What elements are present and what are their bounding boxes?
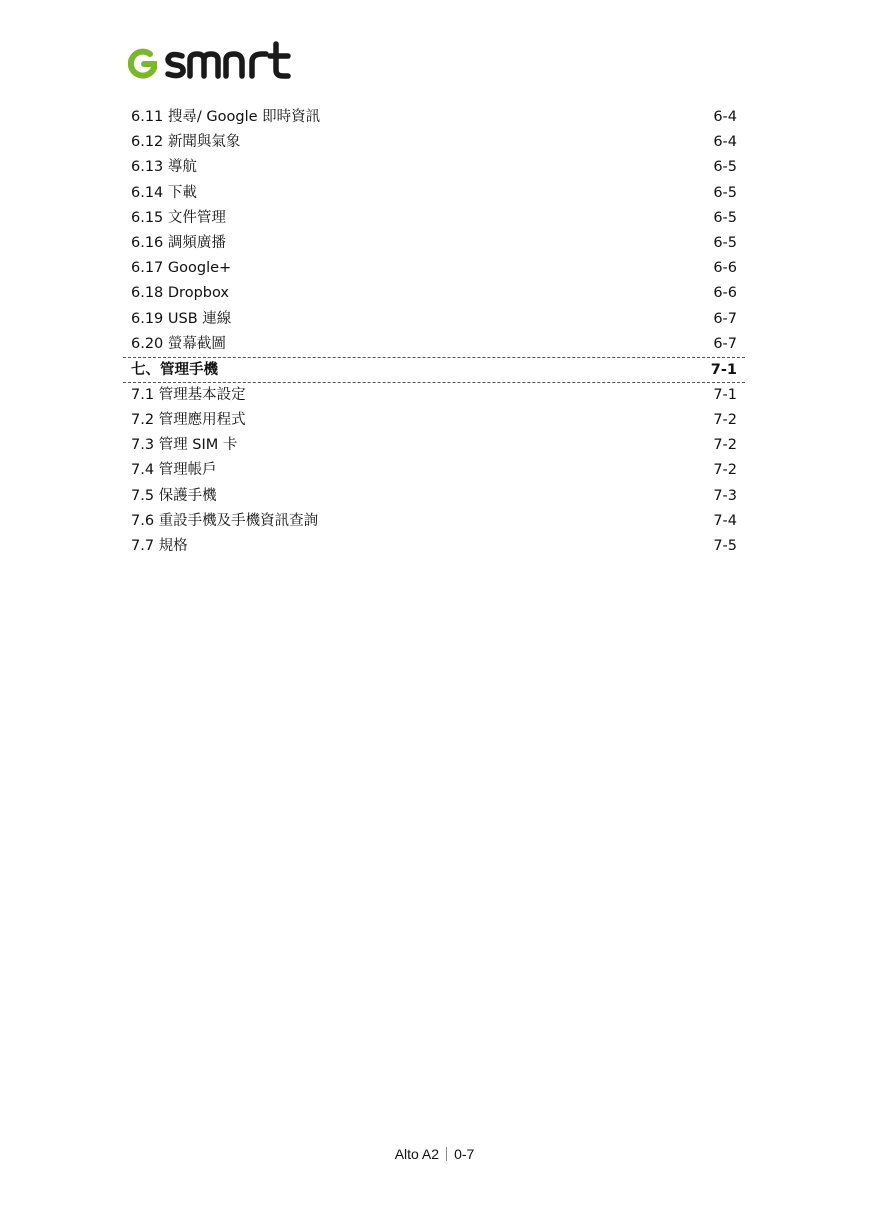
toc-entry-title: 6.17 Google+ xyxy=(131,260,232,277)
toc-entry-title: 6.16 調頻廣播 xyxy=(131,234,226,251)
toc-entry-title: 7.5 保護手機 xyxy=(131,487,217,504)
toc-entry-title: 6.14 下載 xyxy=(131,184,197,201)
toc-entry-page: 6-4 xyxy=(713,109,737,125)
toc-entry[interactable] xyxy=(123,181,745,206)
toc-entry-title: 7.2 管理應用程式 xyxy=(131,412,246,429)
toc-entry-page: 6-7 xyxy=(713,335,737,352)
toc-entry-page: 6-7 xyxy=(713,310,737,327)
toc-entry[interactable] xyxy=(123,281,745,306)
toc-entry[interactable] xyxy=(123,408,745,433)
toc-chapter-title: 七、管理手機 xyxy=(131,361,218,378)
page-footer xyxy=(0,1146,869,1162)
toc-entry[interactable] xyxy=(123,155,745,180)
toc-entry-page: 7-1 xyxy=(713,386,737,403)
toc-chapter-page: 7-1 xyxy=(710,361,737,378)
footer-divider xyxy=(446,1147,447,1161)
toc-entry-page: 6-5 xyxy=(713,184,737,201)
toc-entry-page: 7-3 xyxy=(713,487,737,504)
toc-entry-page: 7-4 xyxy=(713,512,737,529)
toc-entry[interactable] xyxy=(123,256,745,281)
toc-entry-page: 6-4 xyxy=(713,134,737,151)
toc-entry-page: 7-2 xyxy=(713,462,737,479)
toc-entry-title: 6.15 文件管理 xyxy=(131,209,226,226)
toc-entry[interactable] xyxy=(123,484,745,509)
toc-entry-title: 6.19 USB 連線 xyxy=(131,310,232,327)
toc-entry-title: 6.18 Dropbox xyxy=(131,285,229,302)
toc-entry-title: 7.3 管理 SIM 卡 xyxy=(131,437,238,454)
toc-entry[interactable] xyxy=(123,458,745,483)
footer-page-number: 0-7 xyxy=(454,1146,475,1162)
toc-entry-title: 7.6 重設手機及手機資訊查詢 xyxy=(131,512,319,529)
toc-entry[interactable] xyxy=(123,509,745,534)
footer-model: Alto A2 xyxy=(394,1146,440,1162)
toc-entry-page: 6-5 xyxy=(713,209,737,226)
toc-entry[interactable] xyxy=(123,433,745,458)
toc-entry-title: 6.13 導航 xyxy=(131,159,197,176)
toc-entry[interactable] xyxy=(123,105,745,130)
toc-entry-title: 6.20 螢幕截圖 xyxy=(131,335,226,352)
toc-entry-page: 7-2 xyxy=(713,437,737,454)
toc-chapter-heading[interactable] xyxy=(123,357,745,383)
toc-entry-page: 7-2 xyxy=(713,412,737,429)
toc-entry[interactable] xyxy=(123,231,745,256)
toc-entry-page: 7-5 xyxy=(713,538,737,554)
toc-entry-title: 6.11 搜尋/ Google 即時資訊 xyxy=(131,109,321,125)
toc-entry-page: 6-6 xyxy=(713,285,737,302)
toc-entry[interactable] xyxy=(123,206,745,231)
gsmart-logo xyxy=(128,40,298,82)
toc-entry-page: 6-5 xyxy=(713,159,737,176)
toc-entry[interactable] xyxy=(123,332,745,357)
toc-entry[interactable] xyxy=(123,534,745,559)
table-of-contents xyxy=(123,105,745,559)
toc-entry[interactable] xyxy=(123,307,745,332)
toc-entry-title: 6.12 新聞與氣象 xyxy=(131,134,241,151)
toc-entry-title: 7.1 管理基本設定 xyxy=(131,386,246,403)
toc-entry-title: 7.7 規格 xyxy=(131,538,188,554)
toc-entry-page: 6-6 xyxy=(713,260,737,277)
toc-entry[interactable] xyxy=(123,383,745,408)
toc-entry-page: 6-5 xyxy=(713,234,737,251)
toc-entry[interactable] xyxy=(123,130,745,155)
toc-entry-title: 7.4 管理帳戶 xyxy=(131,462,217,479)
